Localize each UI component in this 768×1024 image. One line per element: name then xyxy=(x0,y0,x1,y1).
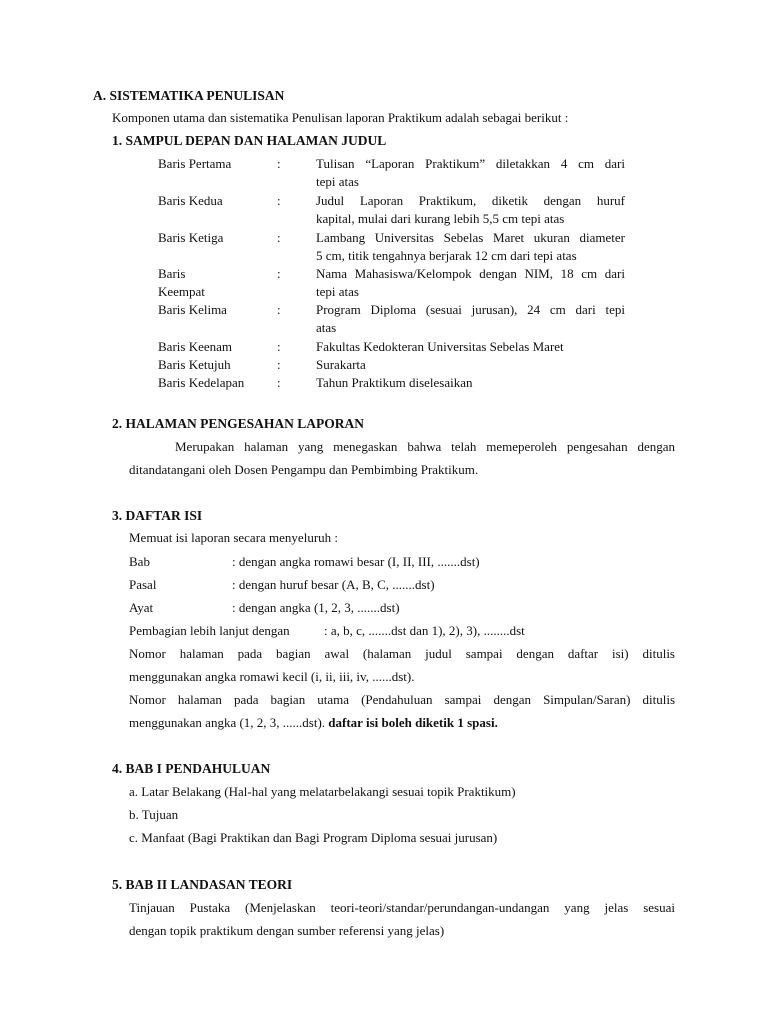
row-desc-line2: atas xyxy=(316,320,337,335)
row-label: Baris Kelima xyxy=(158,302,227,317)
section-a-intro: Komponen utama dan sistematika Penulisan laporan Praktikum adalah sebagai berikut : xyxy=(112,110,569,125)
row-label-line2: Keempat xyxy=(158,284,205,299)
row-colon: : xyxy=(277,375,281,390)
row-desc-line1: Tahun Praktikum diselesaikan xyxy=(316,375,473,390)
row-colon: : xyxy=(277,230,281,245)
row-desc-line1: Program Diploma (sesuai jurusan), 24 cm dari tepi xyxy=(316,302,625,317)
row-colon: : xyxy=(277,357,281,372)
row-label: Baris Keenam xyxy=(158,339,233,354)
row-desc-line1: Surakarta xyxy=(316,357,366,372)
s3-heading: 3. DAFTAR ISI xyxy=(112,508,203,523)
row-colon: : xyxy=(277,193,281,208)
s2-paragraph-line1: Merupakan halaman yang menegaskan bahwa telah memeperoleh pengesahan dengan xyxy=(175,439,675,454)
s5-heading: 5. BAB II LANDASAN TEORI xyxy=(112,877,293,892)
list-item: a. Latar Belakang (Hal-hal yang melatarbelakangi sesuai topik Praktikum) xyxy=(129,784,516,799)
row-label: Baris Kedua xyxy=(158,193,223,208)
row-desc-line1: Nama Mahasiswa/Kelompok dengan NIM, 18 cm dari xyxy=(316,266,625,281)
row-desc-line2: 5 cm, titik tengahnya berjarak 12 cm dari tepi atas xyxy=(316,248,577,263)
row-label: Baris Ketiga xyxy=(158,230,224,245)
row-label: Baris Ketujuh xyxy=(158,357,231,372)
s5-paragraph-line2: dengan topik praktikum dengan sumber referensi yang jelas) xyxy=(129,923,445,938)
s1-heading: 1. SAMPUL DEPAN DAN HALAMAN JUDUL xyxy=(112,133,387,148)
row-colon: : xyxy=(277,302,281,317)
row-desc-line2: tepi atas xyxy=(316,284,359,299)
list-item: b. Tujuan xyxy=(129,807,179,822)
row-desc-line1: Tulisan “Laporan Praktikum” diletakkan 4 cm dari xyxy=(316,156,625,171)
row-desc-line2: kapital, mulai dari kurang lebih 5,5 cm tepi atas xyxy=(316,211,565,226)
def-term: Pasal xyxy=(129,577,157,592)
s5-paragraph-line1: Tinjauan Pustaka (Menjelaskan teori-teori/standar/perundangan-undangan yang jelas sesuai xyxy=(129,900,675,915)
s2-paragraph-line2: ditandatangani oleh Dosen Pengampu dan Pembimbing Praktikum. xyxy=(129,462,479,477)
row-colon: : xyxy=(277,266,281,281)
nomor-awal-line2: menggunakan angka romawi kecil (i, ii, iii, iv, ......dst). xyxy=(129,669,415,684)
row-desc-line1: Fakultas Kedokteran Universitas Sebelas Maret xyxy=(316,339,564,354)
list-item: c. Manfaat (Bagi Praktikan dan Bagi Program Diploma sesuai jurusan) xyxy=(129,830,498,845)
row-colon: : xyxy=(277,339,281,354)
row-label: Baris Kedelapan xyxy=(158,375,245,390)
pembagian-value: : a, b, c, .......dst dan 1), 2), 3), ........dst xyxy=(324,623,525,638)
nomor-utama-line2 xyxy=(129,715,498,731)
spacing-note: daftar isi boleh diketik 1 spasi. xyxy=(328,715,498,730)
def-desc: : dengan angka (1, 2, 3, .......dst) xyxy=(232,600,400,615)
nomor-utama-line1: Nomor halaman pada bagian utama (Pendahuluan sampai dengan Simpulan/Saran) ditulis xyxy=(129,692,675,707)
s4-heading: 4. BAB I PENDAHULUAN xyxy=(112,761,271,776)
row-colon: : xyxy=(277,156,281,171)
def-desc: : dengan huruf besar (A, B, C, .......dst) xyxy=(232,577,435,592)
pembagian-label: Pembagian lebih lanjut dengan xyxy=(129,623,290,638)
s2-heading: 2. HALAMAN PENGESAHAN LAPORAN xyxy=(112,416,365,431)
row-label: Baris Pertama xyxy=(158,156,232,171)
row-desc-line2: tepi atas xyxy=(316,174,359,189)
def-term: Bab xyxy=(129,554,150,569)
row-label: Baris xyxy=(158,266,186,281)
nomor-utama-text: menggunakan angka (1, 2, 3, ......dst). xyxy=(129,715,326,730)
def-term: Ayat xyxy=(129,600,154,615)
nomor-awal-line1: Nomor halaman pada bagian awal (halaman judul sampai dengan daftar isi) ditulis xyxy=(129,646,675,661)
s3-intro: Memuat isi laporan secara menyeluruh : xyxy=(129,530,339,545)
row-desc-line1: Judul Laporan Praktikum, diketik dengan huruf xyxy=(316,193,625,208)
row-desc-line1: Lambang Universitas Sebelas Maret ukuran diameter xyxy=(316,230,625,245)
section-a-heading: A. SISTEMATIKA PENULISAN xyxy=(93,88,285,103)
def-desc: : dengan angka romawi besar (I, II, III, .......dst) xyxy=(232,554,480,569)
